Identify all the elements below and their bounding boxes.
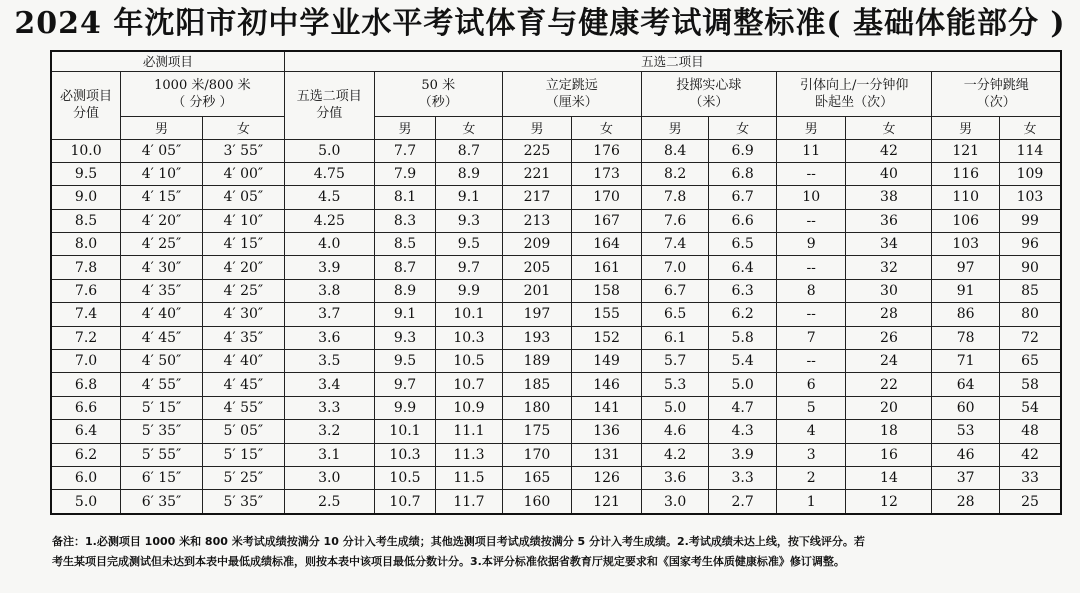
sprint-female-cell: 10.1: [436, 303, 503, 326]
rope-female-cell: 48: [999, 420, 1061, 443]
ball-line2: （米）: [689, 94, 729, 110]
ball-male-cell: 8.2: [641, 162, 709, 185]
jump-male-cell: 209: [502, 233, 572, 256]
jump-female-cell: 161: [572, 256, 642, 279]
run-male-cell: 6′ 15″: [121, 466, 203, 489]
ball-female-cell: 2.7: [709, 490, 777, 514]
jump-female-cell: 152: [572, 326, 642, 349]
situp-female-cell: 22: [846, 373, 932, 396]
table-row: [51, 350, 1061, 373]
run-male-cell: 4′ 20″: [121, 209, 203, 232]
rope-male-cell: 91: [932, 279, 1000, 302]
rope-male-cell: 97: [932, 256, 1000, 279]
rope-male-cell: 37: [932, 466, 1000, 489]
jump-female-cell: 173: [572, 162, 642, 185]
pullup-male-cell: 1: [776, 490, 846, 514]
sprint-male-cell: 9.7: [374, 373, 435, 396]
optional-score-cell: 4.0: [284, 233, 374, 256]
required-score-header: [51, 71, 121, 139]
situp-female-cell: 36: [846, 209, 932, 232]
rope-male-cell: 28: [932, 490, 1000, 514]
jump-male-cell: 217: [502, 186, 572, 209]
required-score-cell: 5.0: [51, 490, 121, 514]
optional-score-cell: 4.25: [284, 209, 374, 232]
run-female-cell: 4′ 55″: [202, 396, 284, 419]
sprint-male-cell: 9.5: [374, 350, 435, 373]
required-score-cell: 7.8: [51, 256, 121, 279]
run-female-cell: 3′ 55″: [202, 139, 284, 162]
pullup-line1: 引体向上/一分钟仰: [799, 77, 909, 93]
jump-female-cell: 146: [572, 373, 642, 396]
ball-male-cell: 7.6: [641, 209, 709, 232]
situp-female-cell: 26: [846, 326, 932, 349]
jump-female-cell: 158: [572, 279, 642, 302]
situp-female-cell: 16: [846, 443, 932, 466]
required-score-cell: 6.8: [51, 373, 121, 396]
table-row: [51, 443, 1061, 466]
ball-male-cell: 7.8: [641, 186, 709, 209]
jump-female-cell: 164: [572, 233, 642, 256]
rope-female-cell: 65: [999, 350, 1061, 373]
run-female-cell: 5′ 15″: [202, 443, 284, 466]
rope-female-cell: 54: [999, 396, 1061, 419]
jump-male-cell: 225: [502, 139, 572, 162]
rope-male-cell: 121: [932, 139, 1000, 162]
optional-group-header: 五选二项目: [284, 51, 1061, 71]
situp-female-cell: 42: [846, 139, 932, 162]
situp-female-cell: 38: [846, 186, 932, 209]
rope-female-cell: 42: [999, 443, 1061, 466]
rope-male-cell: 64: [932, 373, 1000, 396]
rope-female-cell: 90: [999, 256, 1061, 279]
pullup-male-cell: 11: [776, 139, 846, 162]
ball-line1: 投掷实心球: [676, 77, 742, 93]
sprint-female-cell: 10.7: [436, 373, 503, 396]
rope-line1: 一分钟跳绳: [963, 77, 1029, 93]
required-score-cell: 6.6: [51, 396, 121, 419]
rope-female-cell: 72: [999, 326, 1061, 349]
pullup-male-cell: --: [776, 350, 846, 373]
optional-score-cell: 3.4: [284, 373, 374, 396]
table-row: [51, 373, 1061, 396]
sprint-male-cell: 10.5: [374, 466, 435, 489]
required-score-cell: 6.4: [51, 420, 121, 443]
ball-female-cell: 4.7: [709, 396, 777, 419]
rope-male-cell: 46: [932, 443, 1000, 466]
jump-female-cell: 131: [572, 443, 642, 466]
jump-male-cell: 185: [502, 373, 572, 396]
jump-line1: 立定跳远: [545, 77, 598, 93]
run-male-cell: 4′ 55″: [121, 373, 203, 396]
ball-female-header: 女: [709, 116, 777, 139]
ball-female-cell: 6.5: [709, 233, 777, 256]
pullup-male-cell: 9: [776, 233, 846, 256]
required-score-cell: 7.2: [51, 326, 121, 349]
table-row: [51, 162, 1061, 185]
sprint-female-cell: 9.3: [436, 209, 503, 232]
rope-line2: （次）: [976, 94, 1016, 110]
situp-female-cell: 30: [846, 279, 932, 302]
rope-male-cell: 60: [932, 396, 1000, 419]
pullup-line2: 卧起坐（次）: [815, 94, 894, 110]
run-male-cell: 5′ 55″: [121, 443, 203, 466]
jump-female-cell: 136: [572, 420, 642, 443]
ball-male-cell: 6.1: [641, 326, 709, 349]
table-row: [51, 209, 1061, 232]
jump-male-cell: 189: [502, 350, 572, 373]
sprint-female-cell: 9.7: [436, 256, 503, 279]
rope-male-header: 男: [932, 116, 1000, 139]
run-female-cell: 4′ 00″: [202, 162, 284, 185]
required-score-cell: 7.0: [51, 350, 121, 373]
jump-female-cell: 167: [572, 209, 642, 232]
note-line-1: 备注：1.必测项目 1000 米和 800 米考试成绩按满分 10 分计入考生成绩；其他选测项目考试成绩按满分 5 分计入考生成绩。2.考试成绩未达上线，按下线评分。若: [52, 535, 865, 548]
sprint-female-cell: 9.5: [436, 233, 503, 256]
rope-female-cell: 114: [999, 139, 1061, 162]
jump-female-cell: 126: [572, 466, 642, 489]
run-female-cell: 5′ 25″: [202, 466, 284, 489]
sprint-male-cell: 7.7: [374, 139, 435, 162]
jump-male-cell: 170: [502, 443, 572, 466]
ball-male-cell: 5.0: [641, 396, 709, 419]
pullup-male-cell: --: [776, 303, 846, 326]
situp-female-cell: 24: [846, 350, 932, 373]
sprint-male-cell: 10.3: [374, 443, 435, 466]
optional-score-cell: 2.5: [284, 490, 374, 514]
sprint-male-cell: 9.3: [374, 326, 435, 349]
run-line2: （ 分秒 ）: [172, 94, 233, 110]
situp-female-cell: 12: [846, 490, 932, 514]
sprint-female-header: 女: [436, 116, 503, 139]
run-female-cell: 4′ 35″: [202, 326, 284, 349]
run-header: [121, 71, 285, 116]
run-female-cell: 4′ 25″: [202, 279, 284, 302]
sprint-male-cell: 8.7: [374, 256, 435, 279]
pullup-male-cell: 6: [776, 373, 846, 396]
situp-female-cell: 32: [846, 256, 932, 279]
optional-score-cell: 3.8: [284, 279, 374, 302]
jump-male-cell: 193: [502, 326, 572, 349]
sprint-female-cell: 9.9: [436, 279, 503, 302]
ball-female-cell: 4.3: [709, 420, 777, 443]
run-male-cell: 4′ 40″: [121, 303, 203, 326]
required-score-cell: 9.0: [51, 186, 121, 209]
rope-female-cell: 99: [999, 209, 1061, 232]
situp-female-cell: 20: [846, 396, 932, 419]
jump-male-header: 男: [502, 116, 572, 139]
ball-male-cell: 6.7: [641, 279, 709, 302]
run-male-cell: 4′ 05″: [121, 139, 203, 162]
table-row: [51, 326, 1061, 349]
optional-score-line2: 分值: [316, 106, 343, 121]
jump-male-cell: 213: [502, 209, 572, 232]
sprint-female-cell: 11.1: [436, 420, 503, 443]
ball-male-header: 男: [641, 116, 709, 139]
required-score-cell: 7.4: [51, 303, 121, 326]
pullup-male-cell: 4: [776, 420, 846, 443]
ball-female-cell: 5.0: [709, 373, 777, 396]
rope-male-cell: 116: [932, 162, 1000, 185]
sprint-male-cell: 9.9: [374, 396, 435, 419]
run-female-cell: 4′ 15″: [202, 233, 284, 256]
rope-male-cell: 110: [932, 186, 1000, 209]
sprint-male-cell: 8.9: [374, 279, 435, 302]
sprint-male-cell: 10.7: [374, 490, 435, 514]
pullup-male-cell: 7: [776, 326, 846, 349]
rope-female-cell: 85: [999, 279, 1061, 302]
ball-female-cell: 5.8: [709, 326, 777, 349]
ball-male-cell: 5.3: [641, 373, 709, 396]
sprint-female-cell: 8.9: [436, 162, 503, 185]
jump-female-cell: 170: [572, 186, 642, 209]
jump-female-cell: 141: [572, 396, 642, 419]
optional-score-cell: 3.6: [284, 326, 374, 349]
sprint-male-cell: 8.5: [374, 233, 435, 256]
optional-score-cell: 5.0: [284, 139, 374, 162]
sprint-male-cell: 8.1: [374, 186, 435, 209]
run-male-cell: 4′ 35″: [121, 279, 203, 302]
table-row: [51, 466, 1061, 489]
rope-female-cell: 33: [999, 466, 1061, 489]
jump-male-cell: 201: [502, 279, 572, 302]
ball-female-cell: 6.3: [709, 279, 777, 302]
required-score-cell: 6.2: [51, 443, 121, 466]
run-female-cell: 4′ 10″: [202, 209, 284, 232]
rope-male-cell: 71: [932, 350, 1000, 373]
pullup-male-cell: --: [776, 256, 846, 279]
optional-score-cell: 3.1: [284, 443, 374, 466]
pullup-male-header: 男: [776, 116, 846, 139]
sprint-header: [374, 71, 502, 116]
pullup-male-cell: 5: [776, 396, 846, 419]
ball-male-cell: 4.6: [641, 420, 709, 443]
optional-score-cell: 3.0: [284, 466, 374, 489]
rope-female-cell: 109: [999, 162, 1061, 185]
run-male-cell: 4′ 25″: [121, 233, 203, 256]
ball-female-cell: 5.4: [709, 350, 777, 373]
jump-female-header: 女: [572, 116, 642, 139]
jump-male-cell: 197: [502, 303, 572, 326]
rope-female-cell: 96: [999, 233, 1061, 256]
required-score-cell: 6.0: [51, 466, 121, 489]
sprint-female-cell: 11.7: [436, 490, 503, 514]
sprint-line1: 50 米: [421, 77, 456, 93]
table-row: [51, 490, 1061, 514]
rope-female-cell: 80: [999, 303, 1061, 326]
ball-female-cell: 6.4: [709, 256, 777, 279]
situp-female-header: 女: [846, 116, 932, 139]
jump-male-cell: 221: [502, 162, 572, 185]
ball-female-cell: 3.9: [709, 443, 777, 466]
rope-header: [932, 71, 1061, 116]
required-score-cell: 8.5: [51, 209, 121, 232]
required-group-header: 必测项目: [51, 51, 284, 71]
pullup-header: [776, 71, 932, 116]
sprint-female-cell: 10.3: [436, 326, 503, 349]
rope-female-cell: 58: [999, 373, 1061, 396]
ball-female-cell: 6.9: [709, 139, 777, 162]
run-line1: 1000 米/800 米: [154, 77, 251, 93]
ball-male-cell: 6.5: [641, 303, 709, 326]
run-female-cell: 4′ 40″: [202, 350, 284, 373]
required-score-cell: 10.0: [51, 139, 121, 162]
pullup-male-cell: --: [776, 209, 846, 232]
notes: [52, 532, 1062, 572]
run-female-cell: 5′ 05″: [202, 420, 284, 443]
table-row: [51, 186, 1061, 209]
required-score-cell: 8.0: [51, 233, 121, 256]
situp-female-cell: 14: [846, 466, 932, 489]
optional-score-cell: 3.7: [284, 303, 374, 326]
required-score-cell: 9.5: [51, 162, 121, 185]
table-body: [51, 139, 1061, 514]
table-row: [51, 396, 1061, 419]
ball-male-cell: 3.6: [641, 466, 709, 489]
jump-female-cell: 155: [572, 303, 642, 326]
required-score-cell: 7.6: [51, 279, 121, 302]
rope-male-cell: 78: [932, 326, 1000, 349]
run-female-cell: 4′ 45″: [202, 373, 284, 396]
sprint-female-cell: 9.1: [436, 186, 503, 209]
run-female-cell: 4′ 20″: [202, 256, 284, 279]
sprint-male-cell: 7.9: [374, 162, 435, 185]
pullup-male-cell: 3: [776, 443, 846, 466]
optional-score-cell: 4.75: [284, 162, 374, 185]
situp-female-cell: 34: [846, 233, 932, 256]
optional-score-cell: 3.5: [284, 350, 374, 373]
note-line-2: 考生某项目完成测试但未达到本表中最低成绩标准，则按本表中该项目最低分数计分。3.本评分标准依据省教育厅规定要求和《国家考生体质健康标准》修订调整。: [52, 555, 845, 568]
ball-male-cell: 4.2: [641, 443, 709, 466]
sprint-male-cell: 10.1: [374, 420, 435, 443]
jump-male-cell: 160: [502, 490, 572, 514]
table-row: [51, 256, 1061, 279]
table-row: [51, 420, 1061, 443]
jump-header: [502, 71, 641, 116]
optional-score-header: [284, 71, 374, 139]
jump-female-cell: 121: [572, 490, 642, 514]
rope-female-cell: 25: [999, 490, 1061, 514]
pullup-male-cell: 2: [776, 466, 846, 489]
rope-female-header: 女: [999, 116, 1061, 139]
run-male-cell: 6′ 35″: [121, 490, 203, 514]
jump-male-cell: 180: [502, 396, 572, 419]
optional-score-cell: 3.2: [284, 420, 374, 443]
run-male-cell: 5′ 35″: [121, 420, 203, 443]
run-male-cell: 4′ 45″: [121, 326, 203, 349]
optional-score-cell: 3.3: [284, 396, 374, 419]
sprint-male-cell: 8.3: [374, 209, 435, 232]
ball-male-cell: 3.0: [641, 490, 709, 514]
sprint-female-cell: 8.7: [436, 139, 503, 162]
sprint-female-cell: 10.9: [436, 396, 503, 419]
jump-female-cell: 149: [572, 350, 642, 373]
run-female-cell: 4′ 05″: [202, 186, 284, 209]
rope-male-cell: 106: [932, 209, 1000, 232]
pullup-male-cell: --: [776, 162, 846, 185]
sprint-male-header: 男: [374, 116, 435, 139]
required-score-line2: 分值: [73, 106, 100, 121]
jump-line2: （厘米）: [545, 94, 598, 110]
rope-female-cell: 103: [999, 186, 1061, 209]
ball-female-cell: 6.7: [709, 186, 777, 209]
ball-female-cell: 6.8: [709, 162, 777, 185]
pullup-male-cell: 8: [776, 279, 846, 302]
jump-male-cell: 165: [502, 466, 572, 489]
sprint-line2: （秒）: [418, 94, 458, 110]
run-male-header: 男: [121, 116, 203, 139]
table-row: [51, 233, 1061, 256]
situp-female-cell: 40: [846, 162, 932, 185]
ball-female-cell: 6.6: [709, 209, 777, 232]
sprint-female-cell: 10.5: [436, 350, 503, 373]
situp-female-cell: 28: [846, 303, 932, 326]
ball-male-cell: 8.4: [641, 139, 709, 162]
optional-score-line1: 五选二项目: [296, 89, 362, 104]
score-table: [50, 50, 1062, 515]
jump-male-cell: 175: [502, 420, 572, 443]
table-row: [51, 279, 1061, 302]
ball-female-cell: 6.2: [709, 303, 777, 326]
run-male-cell: 4′ 50″: [121, 350, 203, 373]
sprint-male-cell: 9.1: [374, 303, 435, 326]
rope-male-cell: 86: [932, 303, 1000, 326]
optional-score-cell: 3.9: [284, 256, 374, 279]
run-female-header: 女: [202, 116, 284, 139]
situp-female-cell: 18: [846, 420, 932, 443]
run-female-cell: 5′ 35″: [202, 490, 284, 514]
run-male-cell: 4′ 10″: [121, 162, 203, 185]
run-male-cell: 5′ 15″: [121, 396, 203, 419]
run-male-cell: 4′ 15″: [121, 186, 203, 209]
table-row: [51, 139, 1061, 162]
sprint-female-cell: 11.3: [436, 443, 503, 466]
optional-score-cell: 4.5: [284, 186, 374, 209]
page-title: 2024 年沈阳市初中学业水平考试体育与健康考试调整标准( 基础体能部分 ): [14, 6, 1066, 41]
ball-female-cell: 3.3: [709, 466, 777, 489]
jump-male-cell: 205: [502, 256, 572, 279]
run-female-cell: 4′ 30″: [202, 303, 284, 326]
ball-male-cell: 7.4: [641, 233, 709, 256]
pullup-male-cell: 10: [776, 186, 846, 209]
ball-header: [641, 71, 776, 116]
ball-male-cell: 7.0: [641, 256, 709, 279]
required-score-line1: 必测项目: [60, 89, 113, 104]
run-male-cell: 4′ 30″: [121, 256, 203, 279]
sprint-female-cell: 11.5: [436, 466, 503, 489]
table-row: [51, 303, 1061, 326]
ball-male-cell: 5.7: [641, 350, 709, 373]
jump-female-cell: 176: [572, 139, 642, 162]
rope-male-cell: 53: [932, 420, 1000, 443]
rope-male-cell: 103: [932, 233, 1000, 256]
